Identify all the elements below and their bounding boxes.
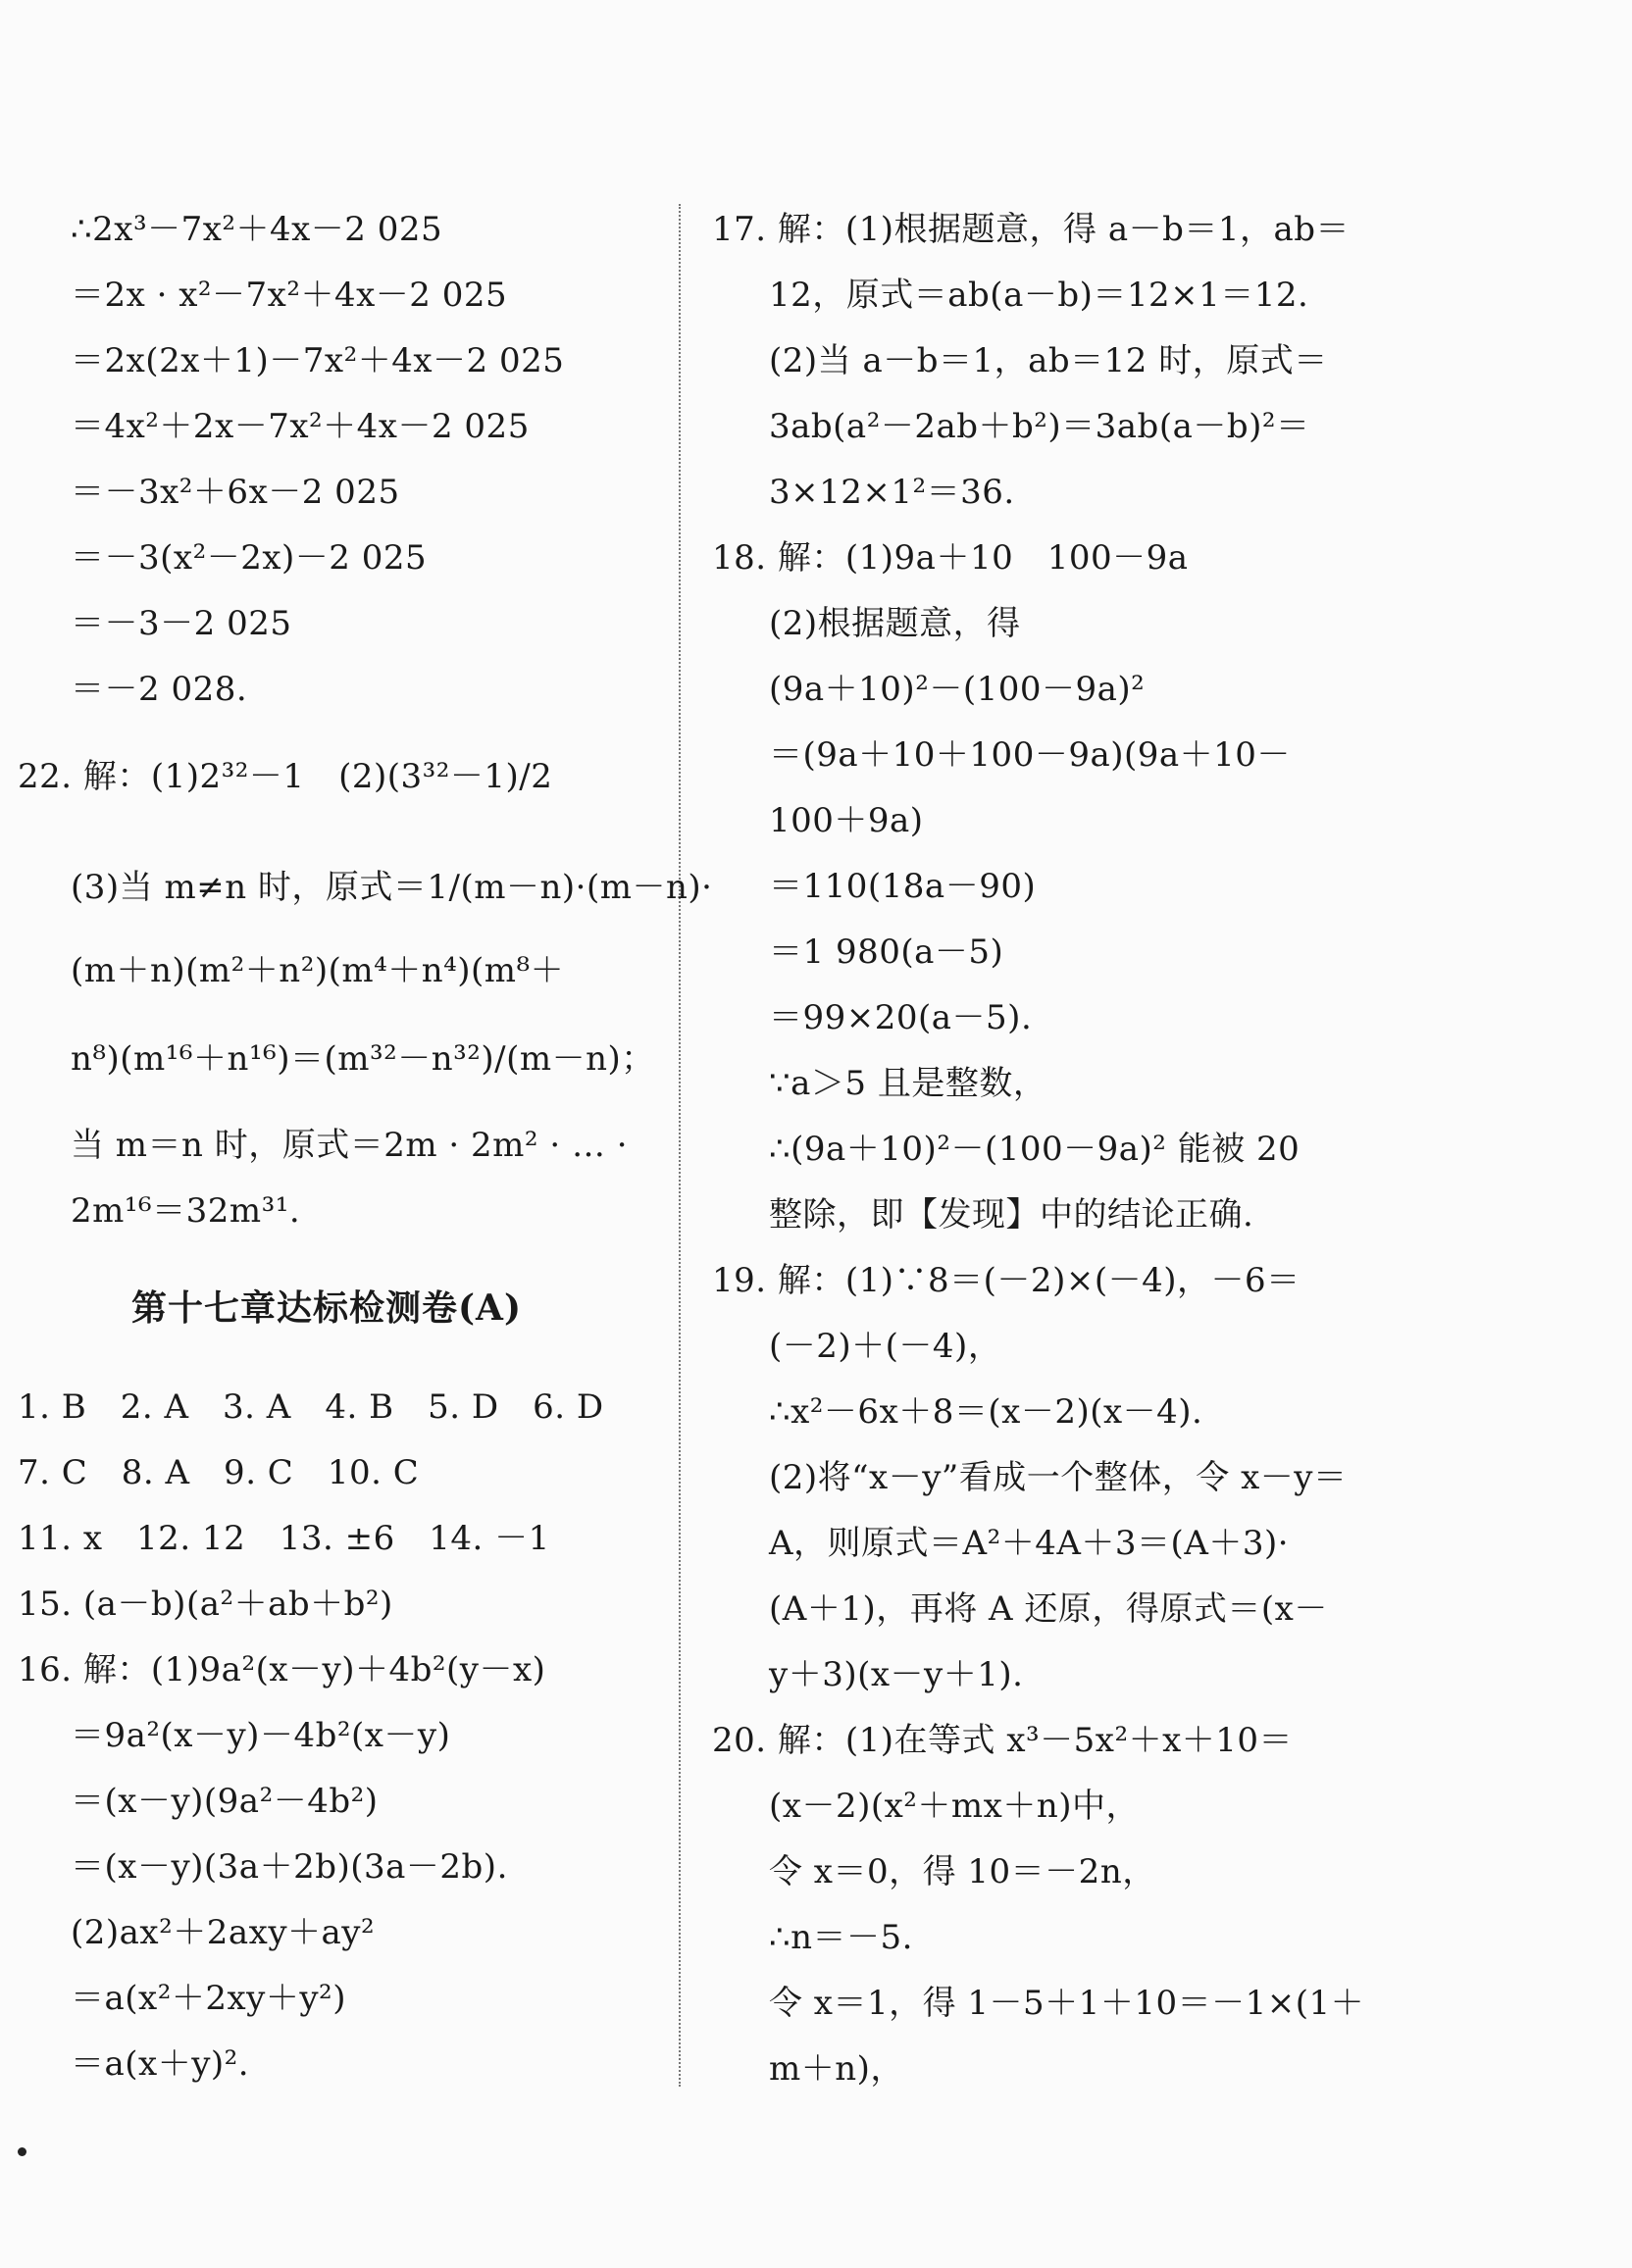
- problem-16-line: 16. 解：(1)9a²(x－y)＋4b²(y－x): [18, 1650, 546, 1689]
- text-line: ∴x²－6x＋8＝(x－2)(x－4).: [769, 1392, 1203, 1432]
- text-line: (2)将“x－y”看成一个整体，令 x－y＝: [769, 1458, 1348, 1497]
- text-line: ∴2x³－7x²＋4x－2 025: [71, 210, 443, 249]
- text-line: 3×12×1²＝36.: [769, 473, 1015, 512]
- text-line: (2)ax²＋2axy＋ay²: [71, 1913, 376, 1952]
- text-line: ＝(x－y)(9a²－4b²): [71, 1782, 379, 1821]
- text-line: 2m¹⁶＝32m³¹.: [71, 1191, 301, 1231]
- problem-22-line: 22. 解：(1)2³²－1 (2)(3³²－1)/2: [18, 757, 553, 796]
- text-line: ＝－3x²＋6x－2 025: [71, 473, 400, 512]
- text-line: (3)当 m≠n 时，原式＝1/(m－n)·(m－n)·: [71, 868, 713, 907]
- text-line: 令 x＝1，得 1－5＋1＋10＝－1×(1＋: [769, 1984, 1365, 2023]
- text-line: ＝4x²＋2x－7x²＋4x－2 025: [71, 407, 530, 446]
- text-line: ＝－3－2 025: [71, 604, 292, 643]
- text-line: 令 x＝0，得 10＝－2n，: [769, 1852, 1156, 1891]
- answer-line: 15. (a－b)(a²＋ab＋b²): [18, 1585, 393, 1624]
- text-line: ∵a＞5 且是整数，: [769, 1064, 1047, 1103]
- text-line: (－2)＋(－4)，: [769, 1327, 1002, 1366]
- answer-line: 11. x 12. 12 13. ±6 14. －1: [18, 1519, 550, 1558]
- text-line: (9a＋10)²－(100－9a)²: [769, 670, 1146, 709]
- text-line: n⁸)(m¹⁶＋n¹⁶)＝(m³²－n³²)/(m－n)；: [71, 1039, 655, 1079]
- problem-20-line: 20. 解：(1)在等式 x³－5x²＋x＋10＝: [712, 1721, 1294, 1760]
- text-line: A，则原式＝A²＋4A＋3＝(A＋3)·: [769, 1524, 1290, 1563]
- text-line: ∴n＝－5.: [769, 1918, 913, 1957]
- text-line: ＝2x · x²－7x²＋4x－2 025: [71, 276, 508, 315]
- text-line: ＝9a²(x－y)－4b²(x－y): [71, 1716, 451, 1755]
- text-line: ＝－3(x²－2x)－2 025: [71, 538, 428, 578]
- column-divider: [679, 204, 681, 2087]
- page-dot-mark: [18, 2147, 26, 2156]
- chapter-title: 第十七章达标检测卷(A): [131, 1287, 522, 1329]
- text-line: ＝a(x²＋2xy＋y²): [71, 1979, 346, 2018]
- text-line: 当 m＝n 时，原式＝2m · 2m² · … ·: [71, 1126, 629, 1165]
- text-line: ∴(9a＋10)²－(100－9a)² 能被 20: [769, 1130, 1300, 1169]
- text-line: y＋3)(x－y＋1).: [769, 1655, 1024, 1694]
- text-line: ＝(x－y)(3a＋2b)(3a－2b).: [71, 1847, 508, 1887]
- text-line: (A＋1)，再将 A 还原，得原式＝(x－: [769, 1589, 1328, 1629]
- text-line: ＝99×20(a－5).: [769, 998, 1033, 1037]
- text-line: (2)根据题意，得: [769, 604, 1021, 643]
- text-line: 3ab(a²－2ab＋b²)＝3ab(a－b)²＝: [769, 407, 1310, 446]
- answer-line: 1. B 2. A 3. A 4. B 5. D 6. D: [18, 1387, 604, 1427]
- text-line: (m＋n)(m²＋n²)(m⁴＋n⁴)(m⁸＋: [71, 951, 565, 990]
- problem-19-line: 19. 解：(1)∵8＝(－2)×(－4)，－6＝: [712, 1261, 1300, 1300]
- text-line: 整除，即【发现】中的结论正确.: [769, 1195, 1254, 1235]
- text-line: (x－2)(x²＋mx＋n)中，: [769, 1787, 1140, 1826]
- problem-18-line: 18. 解：(1)9a＋10 100－9a: [712, 538, 1189, 578]
- text-line: ＝－2 028.: [71, 670, 248, 709]
- text-line: ＝a(x＋y)².: [71, 2044, 250, 2084]
- text-line: 12，原式＝ab(a－b)＝12×1＝12.: [769, 276, 1309, 315]
- text-line: ＝110(18a－90): [769, 867, 1037, 906]
- problem-17-line: 17. 解：(1)根据题意，得 a－b＝1，ab＝: [712, 210, 1351, 249]
- answer-line: 7. C 8. A 9. C 10. C: [18, 1453, 420, 1492]
- text-line: m＋n)，: [769, 2049, 904, 2089]
- text-line: (2)当 a－b＝1，ab＝12 时，原式＝: [769, 341, 1328, 380]
- text-line: 100＋9a): [769, 801, 924, 840]
- text-line: ＝1 980(a－5): [769, 932, 1004, 972]
- text-line: ＝2x(2x＋1)－7x²＋4x－2 025: [71, 341, 565, 380]
- text-line: ＝(9a＋10＋100－9a)(9a＋10－: [769, 735, 1291, 775]
